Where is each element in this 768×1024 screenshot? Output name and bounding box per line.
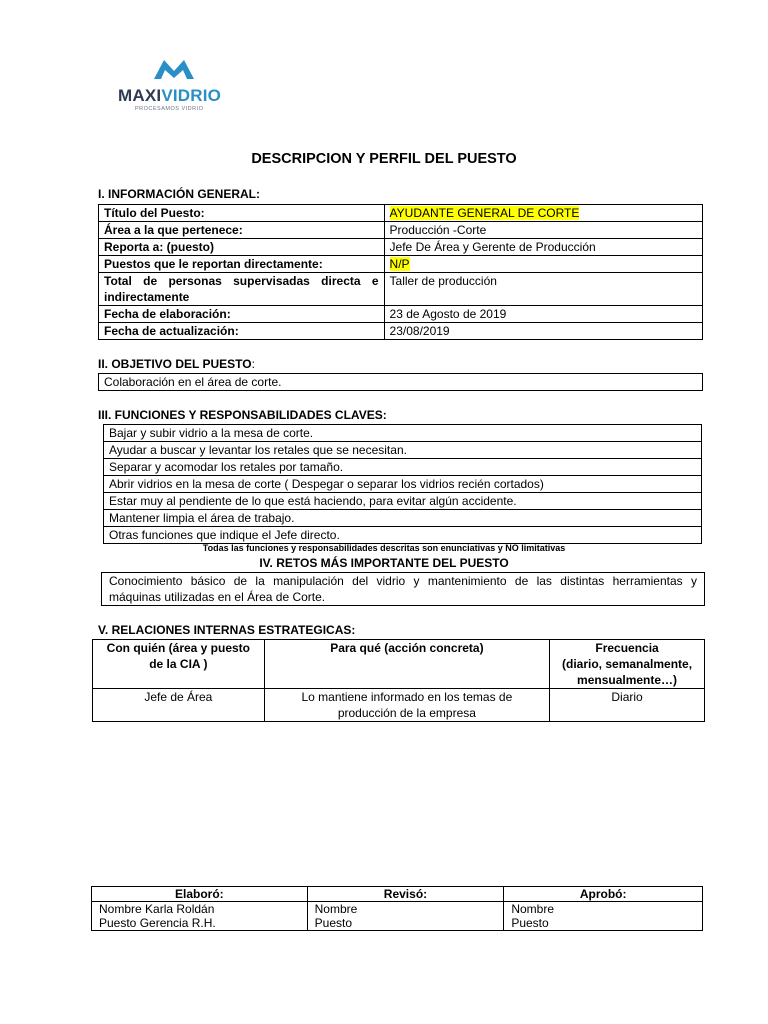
table-row xyxy=(99,222,703,239)
section-5-heading: V. RELACIONES INTERNAS ESTRATEGICAS: xyxy=(98,623,356,637)
reviso-cell: Nombre Puesto xyxy=(307,902,504,931)
header-purpose: Para qué (acción concreta) xyxy=(264,640,549,689)
table-row xyxy=(93,689,705,722)
list-item: Bajar y subir vidrio a la mesa de corte. xyxy=(104,425,702,442)
section-3-heading: III. FUNCIONES Y RESPONSABILIDADES CLAVES: xyxy=(98,408,387,422)
challenges-table xyxy=(101,572,705,606)
label-cell: Puestos que le reportan directamente: xyxy=(99,256,385,273)
cell-frequency: Diario xyxy=(550,689,705,722)
logo-m-mark-icon xyxy=(154,58,194,80)
relations-table xyxy=(92,639,705,722)
table-row xyxy=(99,374,703,391)
value-cell: Taller de producción xyxy=(384,273,702,306)
header-elaboro: Elaboró: xyxy=(92,887,308,902)
table-row xyxy=(92,902,703,931)
job-title-value: AYUDANTE GENERAL DE CORTE xyxy=(389,206,580,220)
table-row xyxy=(99,306,703,323)
general-info-table xyxy=(98,204,703,340)
label-cell: Fecha de actualización: xyxy=(99,323,385,340)
label-cell: Fecha de elaboración: xyxy=(99,306,385,323)
label-cell: Reporta a: (puesto) xyxy=(99,239,385,256)
table-header-row xyxy=(92,887,703,902)
table-header-row xyxy=(93,640,705,689)
signature-table xyxy=(91,886,703,931)
functions-table xyxy=(103,424,702,544)
table-row xyxy=(99,273,703,306)
value-cell: 23/08/2019 xyxy=(384,323,702,340)
value-cell xyxy=(384,205,702,222)
elaboro-cell: Nombre Karla Roldán Puesto Gerencia R.H. xyxy=(92,902,308,931)
section-1-heading: I. INFORMACIÓN GENERAL: xyxy=(98,187,260,201)
reports-value: N/P xyxy=(389,257,410,271)
section-2-heading: II. OBJETIVO DEL PUESTO: xyxy=(98,357,255,371)
logo-tagline: PROCESAMOS VIDRIO xyxy=(135,106,204,112)
functions-note: Todas las funciones y responsabilidades descritas son enunciativas y NO limitativas xyxy=(202,543,566,553)
cell-with-whom: Jefe de Área xyxy=(93,689,265,722)
aprobo-cell: Nombre Puesto xyxy=(504,902,703,931)
label-cell: Área a la que pertenece: xyxy=(99,222,385,239)
objective-text: Colaboración en el área de corte. xyxy=(99,374,703,391)
table-row xyxy=(102,573,705,606)
challenges-text: Conocimiento básico de la manipulación del vidrio y mantenimiento de las distintas herramientas y máquinas utilizadas en el Área de Corte. xyxy=(102,573,705,606)
header-with-whom: Con quién (área y puesto de la CIA ) xyxy=(93,640,265,689)
value-cell: 23 de Agosto de 2019 xyxy=(384,306,702,323)
logo-wordmark: MAXIVIDRIO xyxy=(118,86,222,105)
list-item: Otras funciones que indique el Jefe directo. xyxy=(104,527,702,544)
objective-table xyxy=(98,373,703,391)
value-cell: Producción -Corte xyxy=(384,222,702,239)
table-row xyxy=(99,323,703,340)
label-cell: Título del Puesto: xyxy=(99,205,385,222)
list-item: Separar y acomodar los retales por tamaño. xyxy=(104,459,702,476)
label-cell: Total de personas supervisadas directa e indirectamente xyxy=(99,273,385,306)
cell-purpose: Lo mantiene informado en los temas de producción de la empresa xyxy=(264,689,549,722)
table-row xyxy=(99,256,703,273)
table-row xyxy=(99,239,703,256)
header-frequency: Frecuencia (diario, semanalmente, mensualmente…) xyxy=(550,640,705,689)
section-4-heading: IV. RETOS MÁS IMPORTANTE DEL PUESTO xyxy=(259,556,509,570)
value-cell xyxy=(384,256,702,273)
document-title: DESCRIPCION Y PERFIL DEL PUESTO xyxy=(251,151,517,167)
table-row xyxy=(99,205,703,222)
header-aprobo: Aprobó: xyxy=(504,887,703,902)
list-item: Mantener limpia el área de trabajo. xyxy=(104,510,702,527)
value-cell: Jefe De Área y Gerente de Producción xyxy=(384,239,702,256)
list-item: Estar muy al pendiente de lo que está haciendo, para evitar algún accidente. xyxy=(104,493,702,510)
list-item: Abrir vidrios en la mesa de corte ( Despegar o separar los vidrios recién cortados) xyxy=(104,476,702,493)
header-reviso: Revisó: xyxy=(307,887,504,902)
list-item: Ayudar a buscar y levantar los retales que se necesitan. xyxy=(104,442,702,459)
company-logo xyxy=(118,56,230,118)
